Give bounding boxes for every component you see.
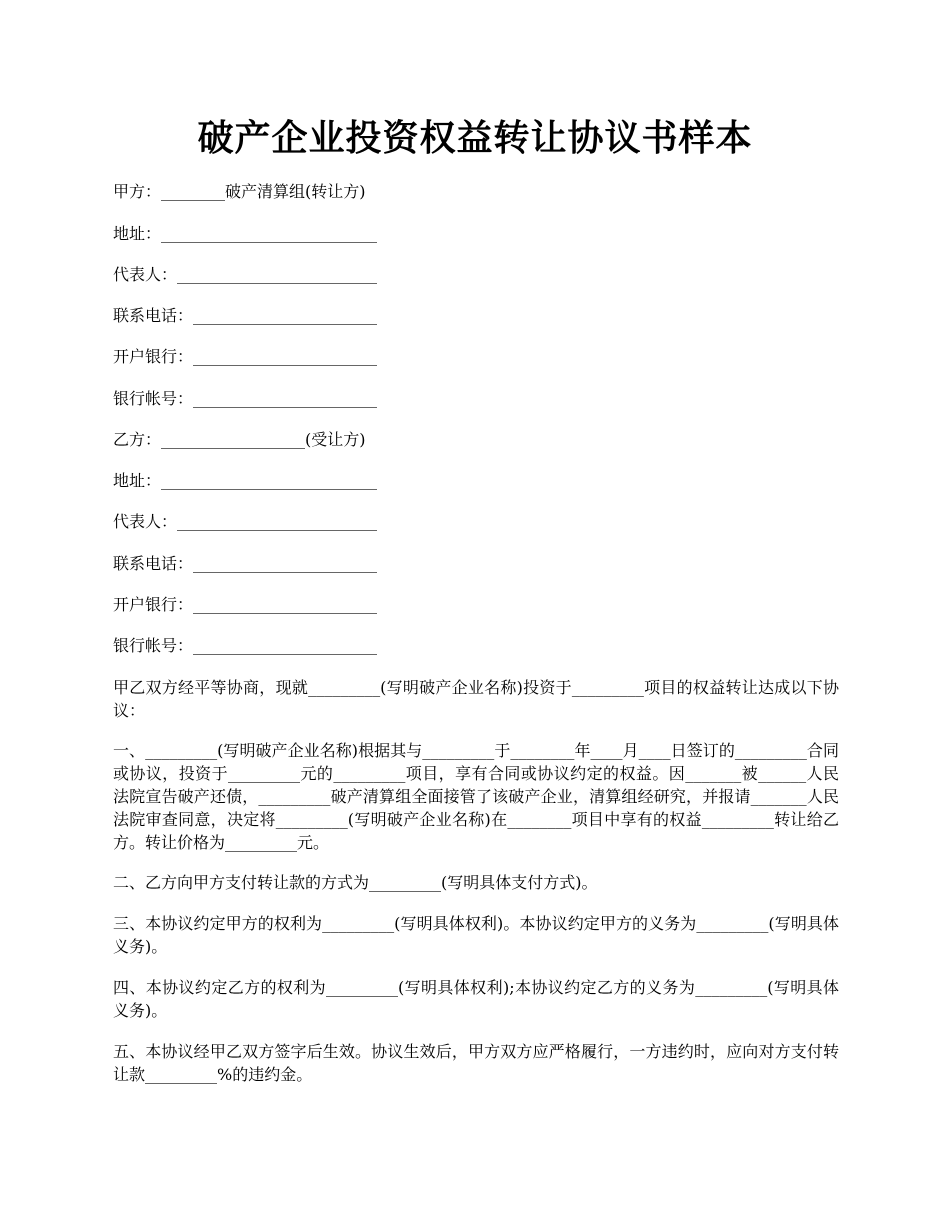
party-a-account: 银行帐号：_______________________ bbox=[113, 389, 378, 408]
clause-2: 二、乙方向甲方支付转让款的方式为_________(写明具体支付方式)。 bbox=[113, 873, 598, 892]
clause-1: 一、_________(写明破产企业名称)根据其与_________于________年____月____日签订的_________合同或协议，投资于_________元的_________项目，享有合同或协议约定的权益。因_______被______人民法院宣告破产还债，_________破产清算组全面接管了该破产企业，清算组经研究，并报请_______人民法院审查同意，决定将_________(写明破产企业名称)在________项目中享有的权益_________转让给乙方。转让价格为_________元。 bbox=[113, 741, 839, 852]
party-b-representative: 代表人：_________________________ bbox=[113, 512, 378, 531]
party-b-phone: 联系电话：_______________________ bbox=[113, 554, 378, 573]
party-b-bank: 开户银行：_______________________ bbox=[113, 595, 378, 614]
party-a-address: 地址：___________________________ bbox=[113, 224, 378, 243]
document-title: 破产企业投资权益转让协议书样本 bbox=[197, 117, 753, 159]
clause-3: 三、本协议约定甲方的权利为_________(写明具体权利)。本协议约定甲方的义务为_________(写明具体义务)。 bbox=[113, 914, 839, 956]
clause-5: 五、本协议经甲乙双方签字后生效。协议生效后，甲方双方应严格履行，一方违约时，应向对方支付转让款_________%的违约金。 bbox=[113, 1042, 839, 1084]
party-a-name: 甲方：________破产清算组(转让方) bbox=[113, 182, 366, 201]
party-a-phone: 联系电话：_______________________ bbox=[113, 306, 378, 325]
intro-paragraph: 甲乙双方经平等协商，现就_________(写明破产企业名称)投资于_________项目的权益转让达成以下协议： bbox=[113, 678, 839, 720]
party-b-account: 银行帐号：_______________________ bbox=[113, 636, 378, 655]
party-b-name: 乙方：__________________(受让方) bbox=[113, 430, 366, 449]
clause-4: 四、本协议约定乙方的权利为_________(写明具体权利);本协议约定乙方的义务为_________(写明具体义务)。 bbox=[113, 978, 839, 1020]
party-a-bank: 开户银行：_______________________ bbox=[113, 347, 378, 366]
party-a-representative: 代表人：_________________________ bbox=[113, 265, 378, 284]
party-b-address: 地址：___________________________ bbox=[113, 471, 378, 490]
